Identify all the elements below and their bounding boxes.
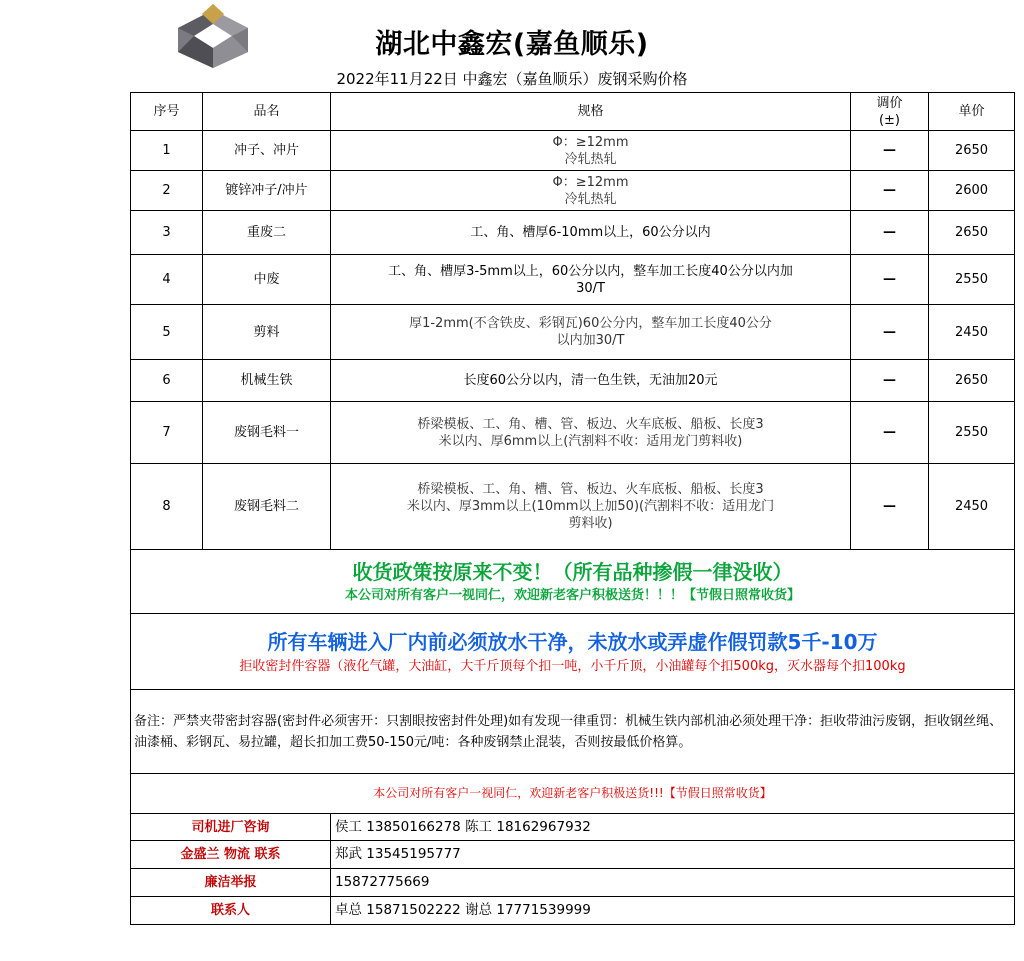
row-no: 7 bbox=[131, 402, 203, 464]
spec-line: 米以内、厚6mm以上(汽割料不收：适用龙门剪料收) bbox=[438, 433, 743, 449]
vehicle-cell bbox=[131, 614, 1015, 690]
contact-row bbox=[131, 814, 1015, 841]
spec-line: 30/T bbox=[576, 280, 605, 296]
col-header-price: 单价 bbox=[929, 93, 1015, 131]
row-name: 冲子、冲片 bbox=[203, 131, 331, 171]
row-spec bbox=[331, 402, 851, 464]
contact-row bbox=[131, 841, 1015, 869]
table-row bbox=[131, 464, 1015, 550]
row-price: 2450 bbox=[929, 464, 1015, 550]
row-name: 镀锌冲子/冲片 bbox=[203, 171, 331, 211]
table-row bbox=[131, 171, 1015, 211]
page-subtitle: 2022年11月22日 中鑫宏（嘉鱼顺乐）废钢采购价格 bbox=[336, 70, 688, 88]
spec-line: 桥梁模板、工、角、槽、管、板边、火车底板、船板、长度3 bbox=[417, 482, 764, 497]
table-row bbox=[131, 305, 1015, 360]
row-spec bbox=[331, 305, 851, 360]
contact-value: 郑武 13545195777 bbox=[331, 841, 1015, 869]
note-row bbox=[131, 690, 1015, 774]
row-adjust: — bbox=[851, 171, 929, 211]
row-name: 废钢毛料一 bbox=[203, 402, 331, 464]
row-spec bbox=[331, 131, 851, 171]
row-spec bbox=[331, 171, 851, 211]
policy-cell bbox=[131, 550, 1015, 614]
row-price: 2650 bbox=[929, 131, 1015, 171]
spec-line: 厚1-2mm(不含铁皮、彩钢瓦)60公分内，整车加工长度40公分 bbox=[409, 316, 772, 331]
col-header-spec: 规格 bbox=[331, 93, 851, 131]
row-name: 剪料 bbox=[203, 305, 331, 360]
page-title: 湖北中鑫宏(嘉鱼顺乐) bbox=[375, 29, 649, 60]
vehicle-row bbox=[131, 614, 1015, 690]
policy-banner: 收货政策按原来不变！（所有品种掺假一律没收） bbox=[352, 559, 793, 584]
table-row bbox=[131, 360, 1015, 402]
contact-label: 联系人 bbox=[131, 897, 331, 925]
col-header-adjust-sign: (±) bbox=[878, 112, 901, 128]
vehicle-subtext: 拒收密封件容器（液化气罐，大油缸，大千斤顶每个扣一吨，小千斤顶，小油罐每个扣500kg，灭水器每个扣100kg bbox=[239, 658, 906, 674]
row-no: 4 bbox=[131, 255, 203, 305]
contact-value: 侯工 13850166278 陈工 18162967932 bbox=[331, 814, 1015, 841]
contact-label: 廉洁举报 bbox=[131, 869, 331, 897]
spec-line: 以内加30/T bbox=[556, 333, 625, 348]
spec-line: 剪料收) bbox=[568, 516, 613, 531]
row-adjust: — bbox=[851, 131, 929, 171]
vehicle-banner: 所有车辆进入厂内前必须放水干净，未放水或弄虚作假罚款5千-10万 bbox=[267, 629, 878, 654]
row-adjust: — bbox=[851, 360, 929, 402]
contact-row bbox=[131, 897, 1015, 925]
contact-label: 司机进厂咨询 bbox=[131, 814, 331, 841]
spec-line: Φ：≥12mm bbox=[552, 134, 629, 150]
spec-line: 米以内、厚3mm以上(10mm以上加50)(汽割料不收：适用龙门 bbox=[406, 499, 775, 514]
row-name: 重废二 bbox=[203, 211, 331, 255]
row-spec bbox=[331, 360, 851, 402]
row-no: 2 bbox=[131, 171, 203, 211]
table-row bbox=[131, 255, 1015, 305]
notice-text: 本公司对所有客户一视同仁，欢迎新老客户积极送货!!!【节假日照常收货】 bbox=[131, 774, 1015, 814]
contact-label: 金盛兰 物流 联系 bbox=[131, 841, 331, 869]
notice-row bbox=[131, 774, 1015, 814]
row-no: 8 bbox=[131, 464, 203, 550]
col-header-no: 序号 bbox=[131, 93, 203, 131]
row-spec bbox=[331, 464, 851, 550]
contact-value: 15872775669 bbox=[331, 869, 1015, 897]
spec-line: 桥梁模板、工、角、槽、管、板边、火车底板、船板、长度3 bbox=[417, 416, 764, 432]
policy-subtext: 本公司对所有客户一视同仁，欢迎新老客户积极送货！！！【节假日照常收货】 bbox=[344, 587, 800, 603]
row-price: 2550 bbox=[929, 402, 1015, 464]
spec-line: 工、角、槽厚3-5mm以上，60公分以内，整车加工长度40公分以内加 bbox=[388, 263, 793, 279]
row-price: 2600 bbox=[929, 171, 1015, 211]
price-table bbox=[130, 92, 1015, 925]
row-no: 1 bbox=[131, 131, 203, 171]
spec-line: Φ：≥12mm bbox=[552, 174, 629, 190]
table-header-row bbox=[131, 93, 1015, 131]
row-price: 2650 bbox=[929, 360, 1015, 402]
spec-line: 工、角、槽厚6-10mm以上，60公分以内 bbox=[470, 225, 711, 240]
spec-line: 长度60公分以内，清一色生铁，无油加20元 bbox=[463, 373, 718, 388]
row-adjust: — bbox=[851, 402, 929, 464]
contact-row bbox=[131, 869, 1015, 897]
row-adjust: — bbox=[851, 255, 929, 305]
spec-line: 冷轧热轧 bbox=[564, 191, 617, 207]
col-header-adjust-label: 调价 bbox=[876, 95, 903, 111]
col-header-name: 品名 bbox=[203, 93, 331, 131]
row-spec bbox=[331, 255, 851, 305]
row-price: 2650 bbox=[929, 211, 1015, 255]
row-spec bbox=[331, 211, 851, 255]
row-adjust: — bbox=[851, 464, 929, 550]
row-adjust: — bbox=[851, 305, 929, 360]
row-no: 5 bbox=[131, 305, 203, 360]
row-name: 废钢毛料二 bbox=[203, 464, 331, 550]
row-no: 3 bbox=[131, 211, 203, 255]
row-name: 机械生铁 bbox=[203, 360, 331, 402]
row-name: 中废 bbox=[203, 255, 331, 305]
contact-value: 卓总 15871502222 谢总 17771539999 bbox=[331, 897, 1015, 925]
spec-line: 冷轧热轧 bbox=[564, 151, 617, 167]
row-price: 2550 bbox=[929, 255, 1015, 305]
row-price: 2450 bbox=[929, 305, 1015, 360]
row-adjust: — bbox=[851, 211, 929, 255]
table-row bbox=[131, 211, 1015, 255]
col-header-adjust bbox=[851, 93, 929, 131]
table-row bbox=[131, 131, 1015, 171]
row-no: 6 bbox=[131, 360, 203, 402]
table-row bbox=[131, 402, 1015, 464]
note-text: 备注：严禁夹带密封容器(密封件必须害开：只割眼按密封件处理)如有发现一律重罚：机械生铁内部机油必须处理干净：拒收带油污废钢，拒收钢丝绳、油漆桶、彩钢瓦、易拉罐，超长扣加工费50-150元/吨：各种废钢禁止混装，否则按最低价格算。 bbox=[131, 690, 1015, 774]
policy-row bbox=[131, 550, 1015, 614]
